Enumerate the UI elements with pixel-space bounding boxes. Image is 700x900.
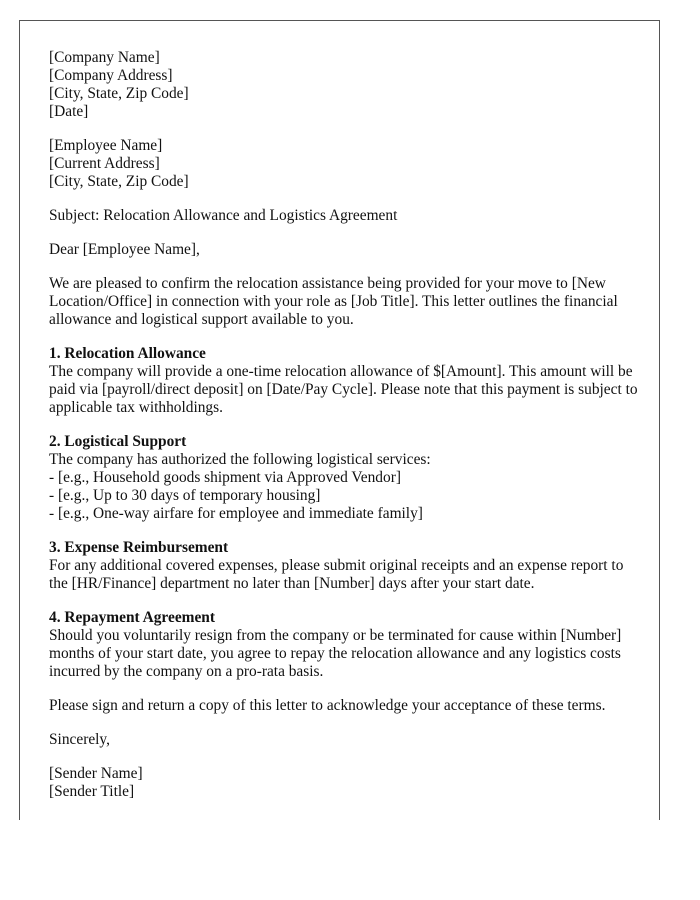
closing-note: [49, 697, 639, 715]
employee-city-state-zip: [City, State, Zip Code]: [49, 173, 189, 190]
salutation-text: Dear [Employee Name],: [49, 241, 200, 258]
section-body: The company will provide a one-time relocation allowance of $[Amount]. This amount will be paid via [payroll/direct deposit] on [Date/Pay Cycle]. Please note that this payment is subject to applicable tax withholdings.: [49, 363, 638, 416]
subject-text: Subject: Relocation Allowance and Logistics Agreement: [49, 207, 398, 224]
salutation: [49, 241, 639, 259]
sender-title: [Sender Title]: [49, 783, 135, 800]
list-item: - [e.g., One-way airfare for employee and immediate family]: [49, 505, 423, 522]
valediction-text: Sincerely,: [49, 731, 110, 748]
employee-current-address: [Current Address]: [49, 155, 160, 172]
sender-name: [Sender Name]: [49, 765, 143, 782]
section-logistical-support: [49, 433, 639, 523]
subject-line: [49, 207, 639, 225]
section-heading: 1. Relocation Allowance: [49, 345, 206, 362]
recipient-address-block: [49, 137, 639, 191]
section-heading: 3. Expense Reimbursement: [49, 539, 229, 556]
letter-page: [19, 20, 660, 820]
valediction: [49, 731, 639, 749]
intro-paragraph: [49, 275, 639, 329]
list-item: - [e.g., Household goods shipment via Approved Vendor]: [49, 469, 401, 486]
intro-text: We are pleased to confirm the relocation assistance being provided for your move to [New Location/Office] in connection with your role as [Job Title]. This letter outlines the financial allowance and logistical support available to you.: [49, 275, 618, 328]
closing-note-text: Please sign and return a copy of this letter to acknowledge your acceptance of these terms.: [49, 697, 606, 714]
section-body: For any additional covered expenses, please submit original receipts and an expense report to the [HR/Finance] department no later than [Number] days after your start date.: [49, 557, 624, 592]
section-expense-reimbursement: [49, 539, 639, 593]
sender-address-block: [49, 49, 639, 121]
section-repayment-agreement: [49, 609, 639, 681]
section-heading: 2. Logistical Support: [49, 433, 187, 450]
company-address: [Company Address]: [49, 67, 173, 84]
employee-name: [Employee Name]: [49, 137, 163, 154]
section-relocation-allowance: [49, 345, 639, 417]
section-body: Should you voluntarily resign from the company or be terminated for cause within [Number] months of your start date, you agree to repay the relocation allowance and any logistics costs incurred by the company on a pro-rata basis.: [49, 627, 622, 680]
section-body: The company has authorized the following logistical services:: [49, 451, 431, 468]
company-name: [Company Name]: [49, 49, 160, 66]
company-city-state-zip: [City, State, Zip Code]: [49, 85, 189, 102]
letter-content: [49, 49, 639, 801]
signature-block: [49, 765, 639, 801]
letter-date: [Date]: [49, 103, 89, 120]
list-item: - [e.g., Up to 30 days of temporary housing]: [49, 487, 321, 504]
section-heading: 4. Repayment Agreement: [49, 609, 215, 626]
